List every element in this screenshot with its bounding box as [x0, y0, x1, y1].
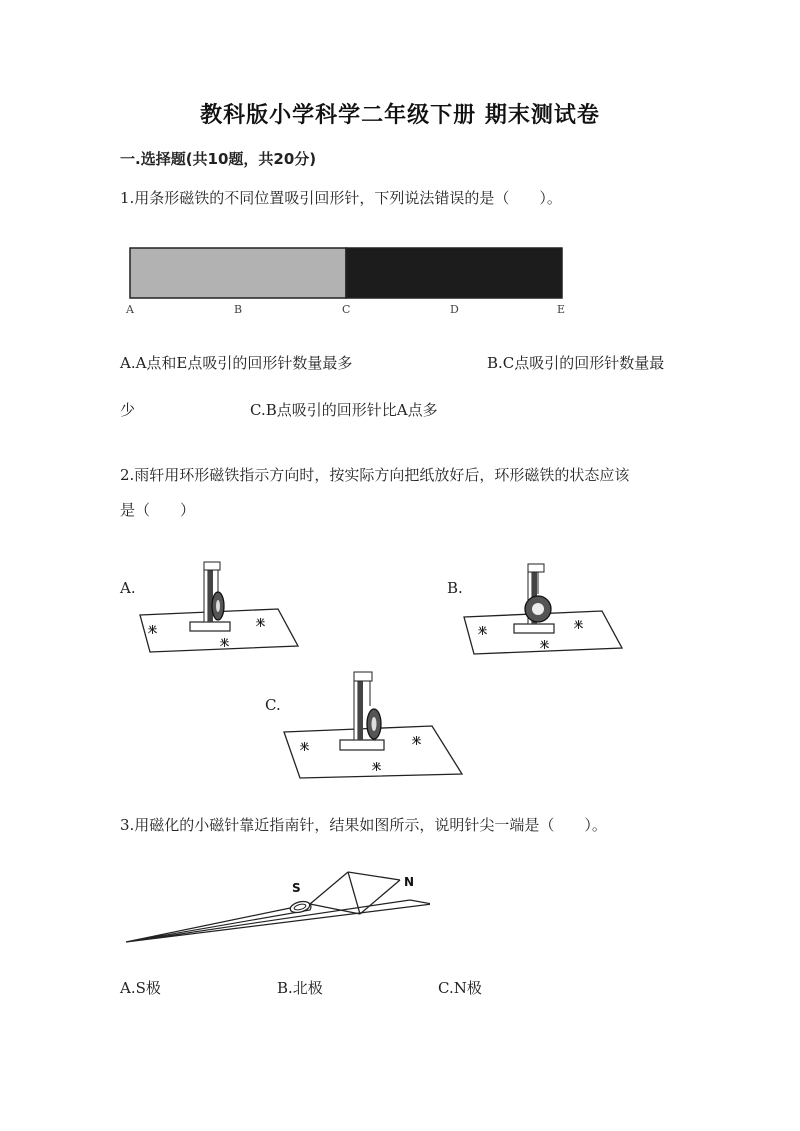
- svg-text:米: 米: [478, 627, 488, 637]
- magnet-label-a: A: [126, 303, 134, 316]
- magnet-label-d: D: [450, 303, 459, 316]
- question-1-option-b-continued: 少: [120, 401, 136, 419]
- question-3-text: 3.用磁化的小磁针靠近指南针，结果如图所示，说明针尖一端是（ ）。: [120, 816, 607, 834]
- ring-magnet-figure-a: [138, 560, 308, 656]
- question-2-option-c[interactable]: C.: [265, 696, 281, 714]
- svg-text:米: 米: [574, 621, 584, 631]
- question-2-option-a[interactable]: A.: [120, 579, 136, 597]
- needle-s-label: S: [292, 881, 301, 895]
- magnet-label-c: C: [342, 303, 351, 316]
- section-heading: 一.选择题(共10题，共20分): [120, 150, 317, 168]
- magnet-right-half: [346, 248, 562, 298]
- question-1-option-b[interactable]: B.C点吸引的回形针数量最: [487, 354, 665, 372]
- svg-text:米: 米: [220, 639, 230, 649]
- question-2-text-line2: 是（ ）: [120, 501, 196, 519]
- question-1-option-a[interactable]: A.A点和E点吸引的回形针数量最多: [120, 354, 353, 372]
- svg-text:米: 米: [372, 763, 382, 773]
- bar-magnet-figure: [120, 240, 580, 322]
- svg-text:米: 米: [300, 743, 310, 753]
- magnet-label-e: E: [557, 303, 566, 316]
- question-2-text-line1: 2.雨轩用环形磁铁指示方向时，按实际方向把纸放好后，环形磁铁的状态应该: [120, 466, 630, 484]
- ring-magnet-figure-b: [462, 562, 632, 658]
- needle-compass-figure: [120, 862, 430, 952]
- magnet-left-half: [130, 248, 346, 298]
- question-2-option-b[interactable]: B.: [447, 579, 463, 597]
- svg-text:米: 米: [148, 626, 158, 636]
- compass-n-label: N: [404, 875, 415, 889]
- question-1-text: 1.用条形磁铁的不同位置吸引回形针，下列说法错误的是（ ）。: [120, 189, 562, 207]
- question-3-option-b[interactable]: B.北极: [277, 979, 323, 997]
- page-title: 教科版小学科学二年级下册 期末测试卷: [200, 103, 600, 128]
- svg-text:米: 米: [412, 737, 422, 747]
- svg-text:米: 米: [256, 619, 266, 629]
- svg-text:米: 米: [540, 641, 550, 651]
- magnet-label-b: B: [234, 303, 243, 316]
- question-3-option-c[interactable]: C.N极: [438, 979, 482, 997]
- ring-magnet-figure-c: [282, 670, 467, 780]
- question-3-option-a[interactable]: A.S极: [120, 979, 161, 997]
- question-1-option-c[interactable]: C.B点吸引的回形针比A点多: [250, 401, 438, 419]
